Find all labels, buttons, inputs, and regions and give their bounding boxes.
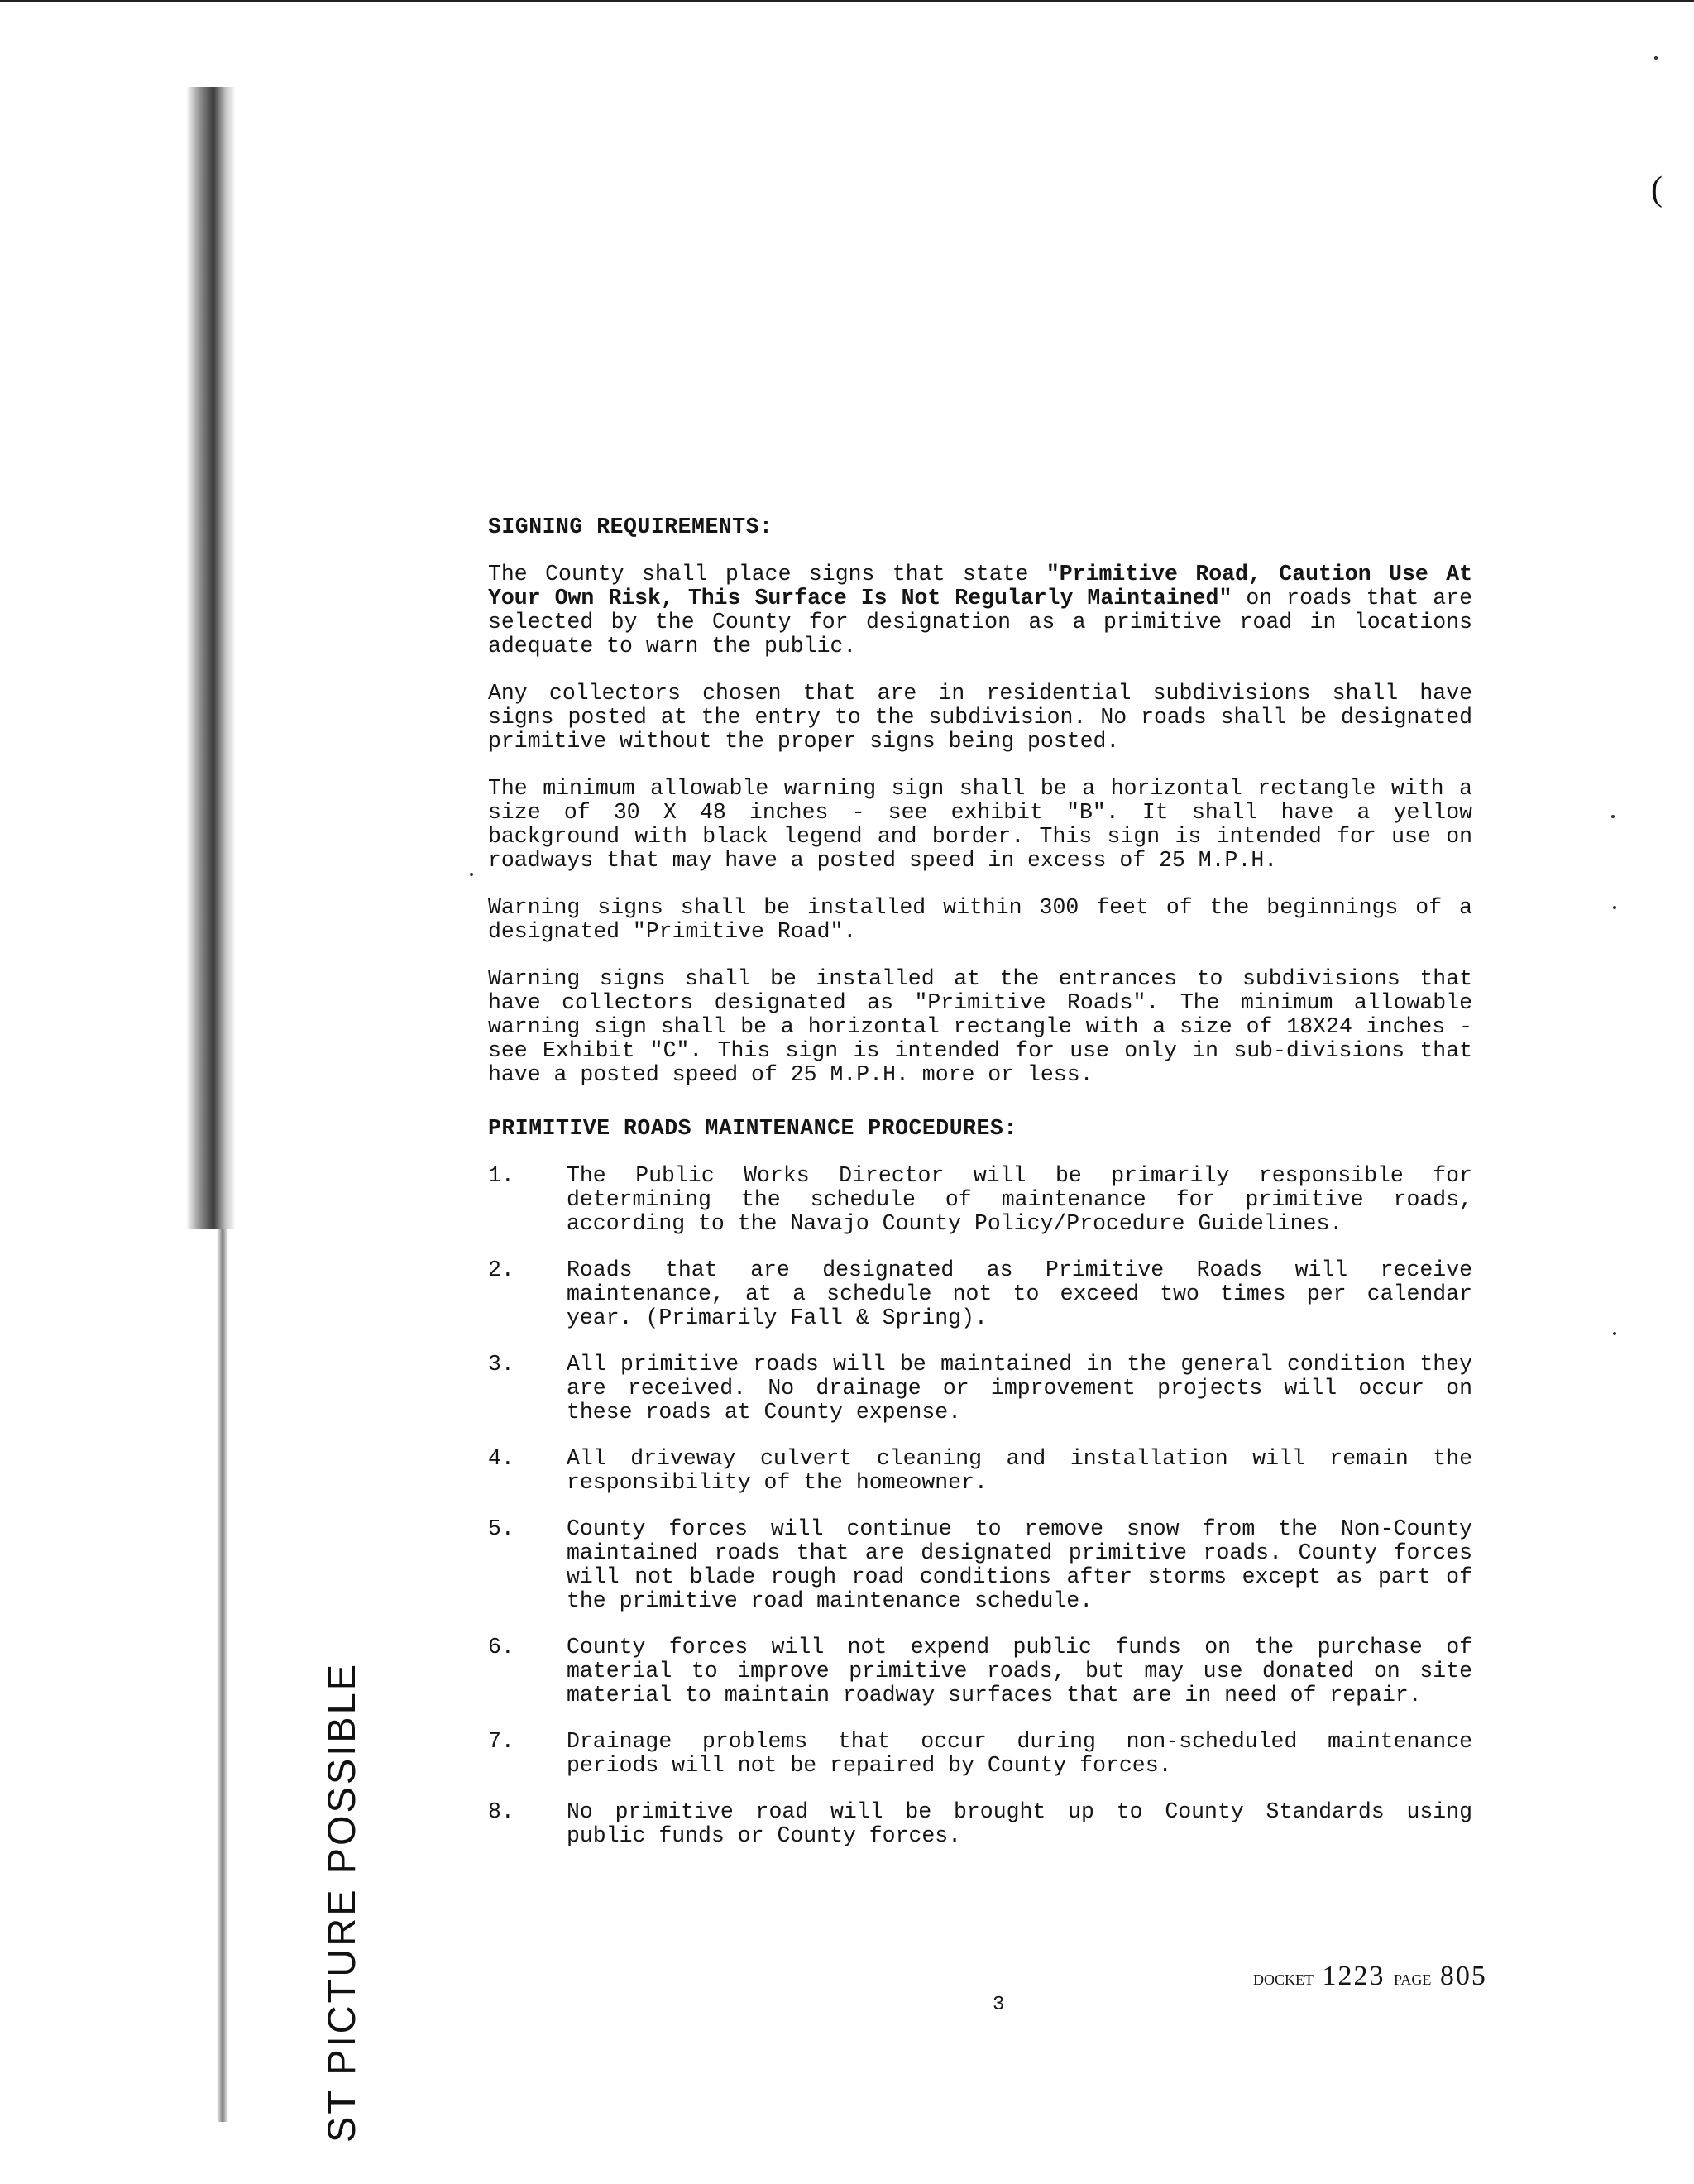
signing-paragraph-2: Any collectors chosen that are in residential subdivisions shall have signs posted at the entry to the subdivision. No roads shall be designated primitive without the proper signs being posted. [488,681,1472,754]
scan-binding-shadow [186,87,236,1228]
list-item: 5. County forces will continue to remove snow from the Non-County maintained roads that are designated primitive roads. County forces will not blade rough road conditions after storms except as part of the primitive road maintenance schedule. [488,1516,1472,1613]
scan-binding-shadow-lower [217,1228,228,2122]
scan-speck [1611,815,1615,818]
list-item: 6. County forces will not expend public funds on the purchase of material to improve primitive roads, but may use donated on site material to maintain roadway surfaces that are in need of repair. [488,1635,1472,1707]
list-item: 7. Drainage problems that occur during non-scheduled maintenance periods will not be repaired by County forces. [488,1729,1472,1778]
scan-speck [1654,56,1658,60]
list-item: 4. All driveway culvert cleaning and installation will remain the responsibility of the homeowner. [488,1446,1472,1495]
page-number: 3 [993,1994,1005,2016]
scan-speck [470,873,473,876]
signing-paragraph-5: Warning signs shall be installed at the entrances to subdivisions that have collectors designated as "Primitive Roads". The minimum allowable warning sign shall be a horizontal rectangle with a size of 18X24 inches - see Exhibit "C". This sign is intended for use only in sub-divisions that have a posted speed of 25 M.P.H. more or less. [488,966,1472,1087]
signing-paragraph-1: The County shall place signs that state "Primitive Road, Caution Use At Your Own Risk, This Surface Is Not Regularly Maintained" on roads that are selected by the County for designation as a primitive road in locations adequate to warn the public. [488,562,1473,659]
maintenance-procedures-list [488,1164,1472,1848]
stray-mark: ( [1651,170,1663,208]
scan-speck [1613,1332,1616,1335]
docket-number: 1223 [1322,1961,1385,1991]
side-stamp: ST PICTURE POSSIBLE [319,1661,363,2143]
maintenance-procedures-heading: PRIMITIVE ROADS MAINTENANCE PROCEDURES: [488,1116,1017,1141]
sign-legend-text: "Primitive Road, Caution Use At Your Own Risk, This Surface Is Not Regularly Maintained" [488,562,1473,611]
signing-paragraph-4: Warning signs shall be installed within 300 feet of the beginnings of a designated "Primitive Road". [488,895,1472,944]
list-item: 3. All primitive roads will be maintained in the general condition they are received. No drainage or improvement projects will occur on these roads at County expense. [488,1352,1472,1425]
scan-speck [1613,906,1616,909]
list-item: 2. Roads that are designated as Primitive Roads will receive maintenance, at a schedule not to exceed two times per calendar year. (Primarily Fall & Spring). [488,1257,1472,1330]
docket-page-label: PAGE [1394,1971,1432,1988]
docket-stamp [1253,1961,1487,1992]
docket-label: DOCKET [1253,1971,1314,1988]
scan-top-rule [0,0,1694,2]
list-item: 1. The Public Works Director will be primarily responsible for determining the schedule of maintenance for primitive roads, according to the Navajo County Policy/Procedure Guidelines. [488,1163,1472,1236]
document-body [488,515,1472,1870]
docket-page-number: 805 [1439,1961,1487,1991]
list-item: 8. No primitive road will be brought up to County Standards using public funds or County forces. [488,1799,1472,1848]
signing-paragraph-3: The minimum allowable warning sign shall be a horizontal rectangle with a size of 30 X 48 inches - see exhibit "B". It shall have a yellow background with black legend and border. This sign is intended for use on roadways that may have a posted speed in excess of 25 M.P.H. [488,776,1472,873]
signing-requirements-heading: SIGNING REQUIREMENTS: [488,515,773,539]
